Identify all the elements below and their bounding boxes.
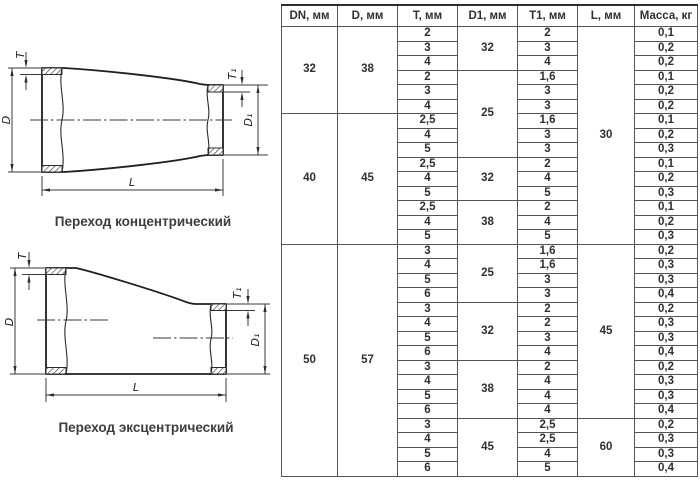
l-cell: 60 bbox=[578, 418, 635, 476]
t-cell: 5 bbox=[398, 186, 458, 201]
mass-cell: 0,3 bbox=[635, 375, 698, 390]
t-cell: 4 bbox=[398, 99, 458, 114]
mass-cell: 0,1 bbox=[635, 70, 698, 85]
label-d1: D₁ bbox=[242, 113, 255, 127]
d1-cell: 32 bbox=[458, 157, 518, 201]
mass-cell: 0,3 bbox=[635, 273, 698, 288]
t1-cell: 4 bbox=[518, 375, 578, 390]
d1-cell: 32 bbox=[458, 27, 518, 71]
mass-cell: 0,1 bbox=[635, 114, 698, 129]
t-cell: 3 bbox=[398, 302, 458, 317]
label-t1: T₁ bbox=[231, 287, 244, 299]
mass-cell: 0,2 bbox=[635, 56, 698, 71]
t1-cell: 1,6 bbox=[518, 244, 578, 259]
mass-cell: 0,3 bbox=[635, 447, 698, 462]
t1-cell: 4 bbox=[518, 172, 578, 187]
mass-cell: 0,3 bbox=[635, 186, 698, 201]
mass-cell: 0,3 bbox=[635, 331, 698, 346]
label-l: L bbox=[128, 176, 136, 189]
t-cell: 6 bbox=[398, 462, 458, 477]
column-header: T1, мм bbox=[518, 5, 578, 27]
t1-cell: 4 bbox=[518, 447, 578, 462]
mass-cell: 0,3 bbox=[635, 433, 698, 448]
t1-cell: 5 bbox=[518, 230, 578, 245]
t1-cell: 3 bbox=[518, 85, 578, 100]
dn-cell: 32 bbox=[282, 27, 338, 114]
t-cell: 3 bbox=[398, 244, 458, 259]
dimension-t1 bbox=[223, 68, 268, 107]
dimension-t bbox=[14, 50, 42, 90]
d-cell: 45 bbox=[338, 114, 398, 245]
t-cell: 5 bbox=[398, 230, 458, 245]
t-cell: 4 bbox=[398, 215, 458, 230]
t-cell: 5 bbox=[398, 447, 458, 462]
t-cell: 2 bbox=[398, 27, 458, 42]
t1-cell: 3 bbox=[518, 273, 578, 288]
mass-cell: 0,1 bbox=[635, 201, 698, 216]
mass-cell: 0,2 bbox=[635, 360, 698, 375]
mass-cell: 0,2 bbox=[635, 128, 698, 143]
t1-cell: 1,6 bbox=[518, 259, 578, 274]
mass-cell: 0,1 bbox=[635, 27, 698, 42]
t1-cell: 3 bbox=[518, 331, 578, 346]
dimension-t bbox=[16, 251, 46, 290]
t-cell: 2,5 bbox=[398, 114, 458, 129]
label-t1: T₁ bbox=[226, 68, 239, 80]
mass-cell: 0,3 bbox=[635, 259, 698, 274]
t1-cell: 3 bbox=[518, 128, 578, 143]
l-cell: 45 bbox=[578, 244, 635, 418]
t1-cell: 1,6 bbox=[518, 70, 578, 85]
label-t: T bbox=[16, 252, 29, 260]
t-cell: 4 bbox=[398, 56, 458, 71]
l-cell: 30 bbox=[578, 27, 635, 245]
t1-cell: 2,5 bbox=[518, 418, 578, 433]
t1-cell: 1,6 bbox=[518, 114, 578, 129]
mass-cell: 0,2 bbox=[635, 215, 698, 230]
t-cell: 5 bbox=[398, 389, 458, 404]
t-cell: 6 bbox=[398, 288, 458, 303]
t1-cell: 3 bbox=[518, 41, 578, 56]
t-cell: 2 bbox=[398, 70, 458, 85]
t-cell: 2,5 bbox=[398, 201, 458, 216]
t-cell: 2,5 bbox=[398, 157, 458, 172]
mass-cell: 0,2 bbox=[635, 244, 698, 259]
reducer-body bbox=[46, 268, 226, 374]
table-row bbox=[282, 27, 698, 42]
table-row bbox=[282, 244, 698, 259]
t1-cell: 2 bbox=[518, 317, 578, 332]
t-cell: 3 bbox=[398, 418, 458, 433]
mass-cell: 0,2 bbox=[635, 172, 698, 187]
t1-cell: 5 bbox=[518, 462, 578, 477]
t-cell: 3 bbox=[398, 360, 458, 375]
mass-cell: 0,3 bbox=[635, 389, 698, 404]
label-d: D bbox=[3, 317, 16, 327]
t-cell: 4 bbox=[398, 259, 458, 274]
mass-cell: 0,4 bbox=[635, 288, 698, 303]
column-header: Масса, кг bbox=[635, 5, 698, 27]
mass-cell: 0,3 bbox=[635, 317, 698, 332]
t1-cell: 4 bbox=[518, 56, 578, 71]
t1-cell: 2,5 bbox=[518, 433, 578, 448]
mass-cell: 0,2 bbox=[635, 41, 698, 56]
t1-cell: 4 bbox=[518, 389, 578, 404]
t-cell: 4 bbox=[398, 433, 458, 448]
t-cell: 4 bbox=[398, 375, 458, 390]
spec-table bbox=[281, 4, 698, 477]
mass-cell: 0,3 bbox=[635, 230, 698, 245]
t1-cell: 2 bbox=[518, 27, 578, 42]
dn-cell: 50 bbox=[282, 244, 338, 476]
dn-cell: 40 bbox=[282, 114, 338, 245]
mass-cell: 0,2 bbox=[635, 302, 698, 317]
t-cell: 5 bbox=[398, 273, 458, 288]
mass-cell: 0,2 bbox=[635, 418, 698, 433]
dimension-l bbox=[46, 378, 226, 402]
t1-cell: 2 bbox=[518, 201, 578, 216]
label-t: T bbox=[14, 51, 27, 59]
concentric-reducer-drawing bbox=[0, 0, 281, 240]
d-cell: 57 bbox=[338, 244, 398, 476]
concentric-caption: Переход концентрический bbox=[54, 214, 232, 229]
t1-cell: 4 bbox=[518, 346, 578, 361]
column-header: D1, мм bbox=[458, 5, 518, 27]
t1-cell: 2 bbox=[518, 302, 578, 317]
t1-cell: 2 bbox=[518, 157, 578, 172]
t-cell: 4 bbox=[398, 317, 458, 332]
d1-cell: 38 bbox=[458, 360, 518, 418]
label-l: L bbox=[132, 381, 140, 394]
t1-cell: 4 bbox=[518, 215, 578, 230]
eccentric-reducer-drawing bbox=[0, 240, 281, 484]
mass-cell: 0,4 bbox=[635, 462, 698, 477]
t1-cell: 3 bbox=[518, 99, 578, 114]
d1-cell: 32 bbox=[458, 302, 518, 360]
column-header: T, мм bbox=[398, 5, 458, 27]
d1-cell: 25 bbox=[458, 70, 518, 157]
spec-table-body bbox=[282, 5, 698, 477]
t1-cell: 4 bbox=[518, 404, 578, 419]
mass-cell: 0,2 bbox=[635, 99, 698, 114]
spec-table-panel bbox=[281, 4, 697, 477]
t-cell: 4 bbox=[398, 128, 458, 143]
t-cell: 6 bbox=[398, 346, 458, 361]
label-d: D bbox=[0, 115, 13, 125]
dimension-t1 bbox=[226, 287, 270, 326]
d1-cell: 45 bbox=[458, 418, 518, 476]
dimension-d bbox=[3, 268, 46, 374]
t1-cell: 5 bbox=[518, 186, 578, 201]
t-cell: 5 bbox=[398, 331, 458, 346]
t-cell: 5 bbox=[398, 143, 458, 158]
mass-cell: 0,4 bbox=[635, 404, 698, 419]
t1-cell: 3 bbox=[518, 143, 578, 158]
t1-cell: 2 bbox=[518, 360, 578, 375]
d1-cell: 25 bbox=[458, 244, 518, 302]
mass-cell: 0,2 bbox=[635, 85, 698, 100]
mass-cell: 0,4 bbox=[635, 346, 698, 361]
t-cell: 6 bbox=[398, 404, 458, 419]
eccentric-caption: Переход эксцентрический bbox=[58, 420, 234, 435]
t-cell: 3 bbox=[398, 41, 458, 56]
column-header: D, мм bbox=[338, 5, 398, 27]
t-cell: 4 bbox=[398, 172, 458, 187]
column-header: DN, мм bbox=[282, 5, 338, 27]
drawings-panel bbox=[0, 0, 281, 484]
header-row bbox=[282, 5, 698, 27]
t-cell: 3 bbox=[398, 85, 458, 100]
mass-cell: 0,1 bbox=[635, 157, 698, 172]
d-cell: 38 bbox=[338, 27, 398, 114]
column-header: L, мм bbox=[578, 5, 635, 27]
t1-cell: 3 bbox=[518, 288, 578, 303]
mass-cell: 0,3 bbox=[635, 143, 698, 158]
label-d1: D₁ bbox=[249, 333, 262, 347]
d1-cell: 38 bbox=[458, 201, 518, 245]
